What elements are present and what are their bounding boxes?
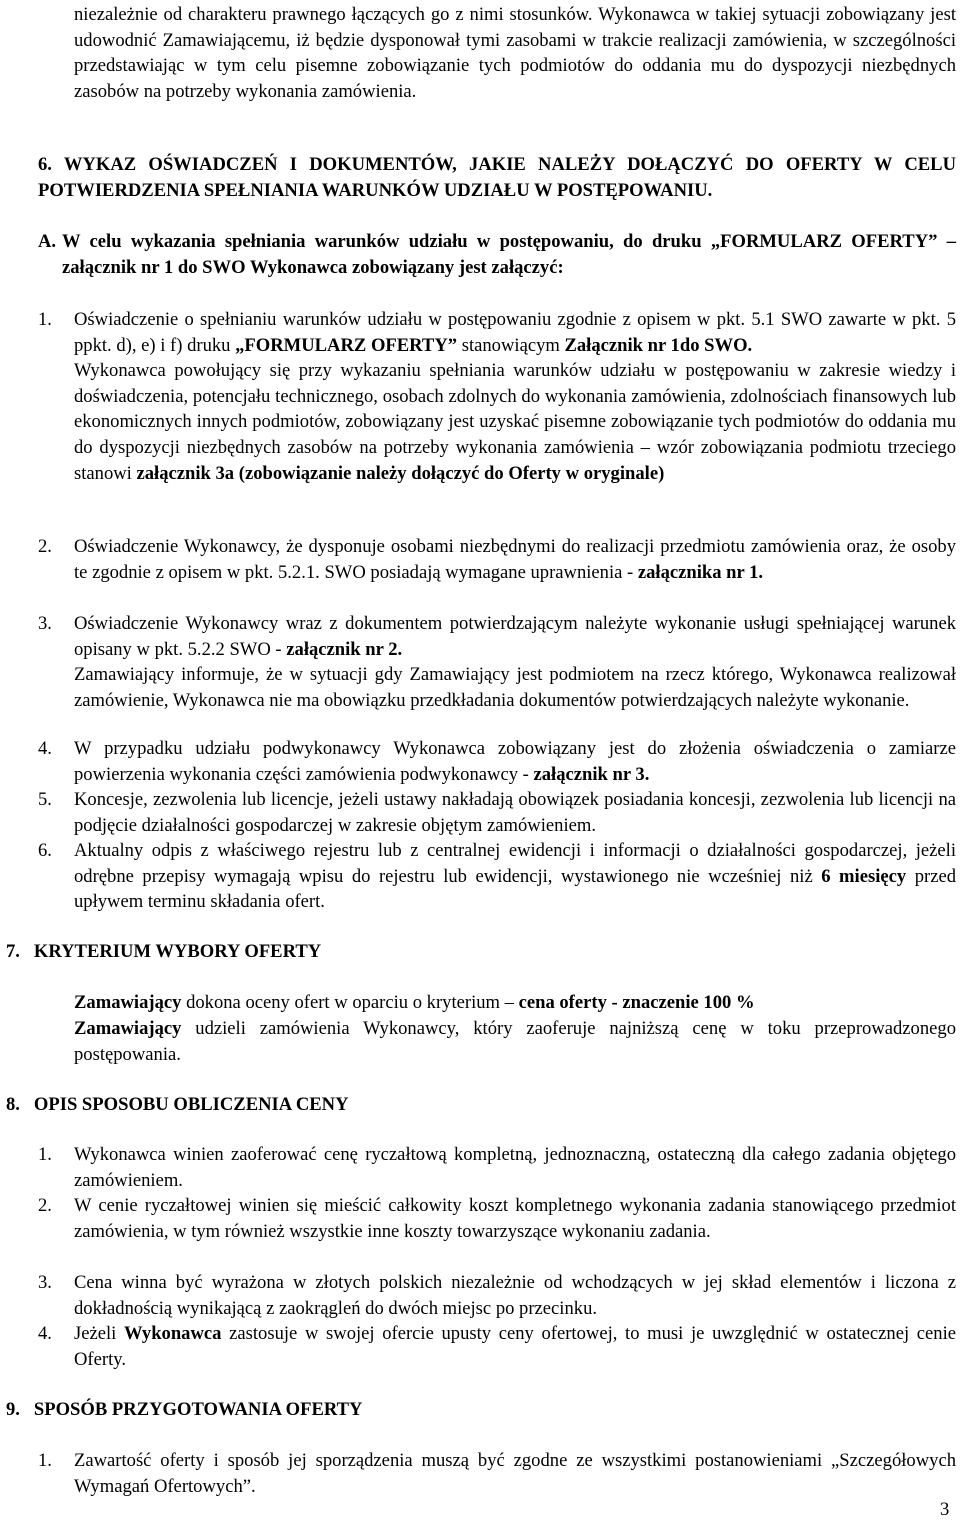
section-7-heading: 7. KRYTERIUM WYBORY OFERTY — [6, 941, 322, 962]
s8-item-4-number: 4. — [38, 1323, 52, 1344]
s8-item-4-text: Jeżeli Wykonawca zastosuje w swojej ofercie upusty ceny ofertowej, to musi je uwzględnić w ostatecznej cenie Oferty. — [74, 1323, 956, 1370]
item-3-text: Oświadczenie Wykonawcy wraz z dokumentem potwierdzającym należyte wykonanie usługi spełniającej warunek opisany w pkt. 5.2.2 SWO - załącznik nr 2. Zamawiający informuje, że w sytuacji gdy Zamawiający jest podmiotem na rzecz którego, Wykonawca realizował zamówienie, Wykonawca nie ma obowiązku przedkładania dokumentów potwierdzających należyte wykonanie. — [74, 611, 956, 713]
item-4-text: W przypadku udziału podwykonawcy Wykonawca zobowiązany jest do złożenia oświadczenia o zamiarze powierzenia wykonania części zamówienia podwykonawcy - załącznik nr 3. — [74, 738, 956, 785]
item-2-text: Oświadczenie Wykonawcy, że dysponuje osobami niezbędnymi do realizacji przedmiotu zamówienia oraz, że osoby te zgodnie z opisem w pkt. 5.2.1. SWO posiadają wymagane uprawnienia - załącznika nr 1. — [74, 536, 956, 583]
intro-paragraph — [74, 2, 956, 104]
s8-item-3-text: Cena winna być wyrażona w złotych polskich niezależnie od wchodzących w jej skład elementów i liczona z dokładnością wynikającą z zaokrągleń do dwóch miejsc po przecinku. — [74, 1272, 956, 1319]
item-1-text: Oświadczenie o spełnianiu warunków udziału w postępowaniu zgodnie z opisem w pkt. 5.1 SWO zawarte w pkt. 5 ppkt. d), e) i f) druku „FORMULARZ OFERTY” stanowiącym Załącznik nr 1do SWO. Wykonawca powołujący się przy wykazaniu spełniania warunków udziału w postępowaniu w zakresie wiedzy i doświadczenia, potencjału technicznego, osobach zdolnych do wykonania zamówienia, zdolnościach finansowych lub ekonomicznych innych podmiotów, zobowiązany jest uzyskać pisemne zobowiązanie tych podmiotów do oddania mu do dyspozycji niezbędnych zasobów na potrzeby wykonania zamówienia – wzór zobowiązania podmiotu trzeciego stanowi załącznik 3a (zobowiązanie należy dołączyć do Oferty w oryginale) — [74, 307, 956, 486]
page-number: 3 — [940, 1499, 950, 1520]
s8-item-1-number: 1. — [38, 1144, 52, 1165]
section-8-heading: 8. OPIS SPOSOBU OBLICZENIA CENY — [6, 1094, 349, 1115]
intro-text: niezależnie od charakteru prawnego łączących go z nimi stosunków. Wykonawca w takiej sytuacji zobowiązany jest udowodnić Zamawiającemu, iż będzie dysponował tymi zasobami w trakcie realizacji zamówienia, w szczególności przedstawiając w tym celu pisemne zobowiązanie tych podmiotów do oddania mu do dyspozycji niezbędnych zasobów na potrzeby wykonania zamówienia. — [74, 4, 956, 102]
s9-item-1-text: Zawartość oferty i sposób jej sporządzenia muszą być zgodne ze wszystkimi postanowieniami „Szczegółowych Wymagań Ofertowych”. — [74, 1450, 956, 1497]
section-6-a-label: A. — [38, 231, 57, 252]
s8-item-3-number: 3. — [38, 1272, 52, 1293]
item-5-text: Koncesje, zezwolenia lub licencje, jeżeli ustawy nakładają obowiązek posiadania koncesji, zezwolenia lub licencji na podjęcie działalności gospodarczej w zakresie objętym zamówieniem. — [74, 789, 956, 836]
item-5-number: 5. — [38, 789, 52, 810]
section-7-paragraph-2: Zamawiający udzieli zamówienia Wykonawcy, który zaoferuje najniższą cenę w toku przeprowadzonego postępowania. — [74, 1018, 956, 1065]
item-1-number: 1. — [38, 309, 52, 330]
s8-item-2-number: 2. — [38, 1195, 52, 1216]
section-9-heading: 9. SPOSÓB PRZYGOTOWANIA OFERTY — [6, 1399, 363, 1420]
item-3-note: Zamawiający informuje, że w sytuacji gdy Zamawiający jest podmiotem na rzecz którego, Wykonawca realizował zamówienie, Wykonawca nie ma obowiązku przedkładania dokumentów potwierdzających należyte wykonanie. — [74, 664, 956, 711]
item-3-number: 3. — [38, 613, 52, 634]
section-6-heading: 6. WYKAZ OŚWIADCZEŃ I DOKUMENTÓW, JAKIE NALEŻY DOŁĄCZYĆ DO OFERTY W CELU POTWIERDZENIA SPEŁNIANIA WARUNKÓW UDZIAŁU W POSTĘPOWANIU. — [38, 154, 956, 201]
section-6-a-text: W celu wykazania spełniania warunków udziału w postępowaniu, do druku „FORMULARZ OFERTY” – załącznik nr 1 do SWO Wykonawca zobowiązany jest załączyć: — [62, 231, 956, 278]
item-6-text: Aktualny odpis z właściwego rejestru lub z centralnej ewidencji i informacji o działalności gospodarczej, jeżeli odrębne przepisy wymagają wpisu do rejestru lub ewidencji, wystawionego nie wcześniej niż 6 miesięcy przed upływem terminu składania ofert. — [74, 840, 956, 913]
section-7-paragraph-1: Zamawiający dokona oceny ofert w oparciu o kryterium – cena oferty - znaczenie 100 % — [74, 992, 755, 1013]
s8-item-2-text: W cenie ryczałtowej winien się mieścić całkowity koszt kompletnego wykonania zadania stanowiącego przedmiot zamówienia, w tym również wszystkie inne koszty towarzyszące wykonaniu zadania. — [74, 1195, 956, 1242]
item-4-number: 4. — [38, 738, 52, 759]
item-1-subparagraph: Wykonawca powołujący się przy wykazaniu spełniania warunków udziału w postępowaniu w zakresie wiedzy i doświadczenia, potencjału technicznego, osobach zdolnych do wykonania zamówienia, zdolnościach finansowych lub ekonomicznych innych podmiotów, zobowiązany jest uzyskać pisemne zobowiązanie tych podmiotów do oddania mu do dyspozycji niezbędnych zasobów na potrzeby wykonania zamówienia – wzór zobowiązania podmiotu trzeciego stanowi załącznik 3a (zobowiązanie należy dołączyć do Oferty w oryginale) — [74, 360, 956, 484]
s8-item-1-text: Wykonawca winien zaoferować cenę ryczałtową kompletną, jednoznaczną, ostateczną dla całego zadania objętego zamówieniem. — [74, 1144, 956, 1191]
item-6-number: 6. — [38, 840, 52, 861]
s9-item-1-number: 1. — [38, 1450, 52, 1471]
item-2-number: 2. — [38, 536, 52, 557]
